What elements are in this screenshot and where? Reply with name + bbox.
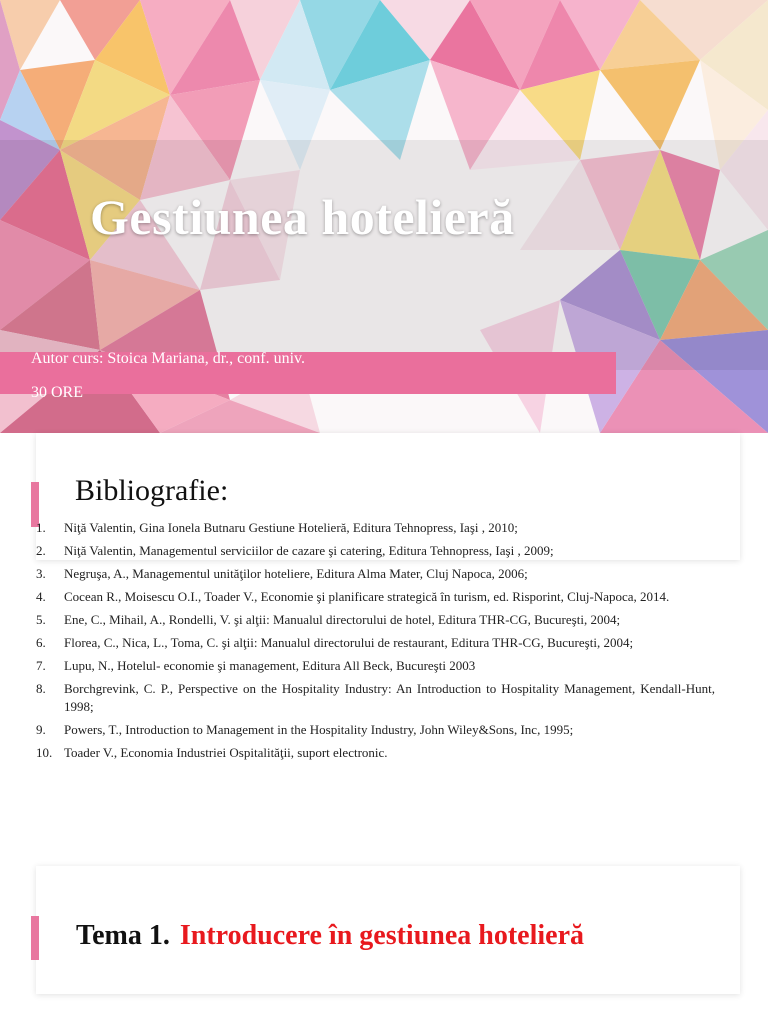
- reference-number: 10.: [36, 745, 53, 760]
- reference-number: 3.: [36, 566, 46, 581]
- reference-item: [36, 721, 715, 739]
- tema-heading: [76, 920, 584, 952]
- reference-number: 1.: [36, 520, 46, 535]
- bibliography-heading: Bibliografie:: [75, 474, 229, 507]
- reference-text: Cocean R., Moisescu O.I., Toader V., Economie şi planificare strategică în turism, ed. Risporint, Cluj-Napoca, 2014.: [64, 589, 670, 604]
- reference-number: 6.: [36, 635, 46, 650]
- reference-number: 5.: [36, 612, 46, 627]
- reference-item: [36, 542, 715, 560]
- tema-title: Introducere în gestiunea hotelieră: [179, 920, 585, 951]
- tema-label: Tema 1.: [76, 920, 170, 951]
- reference-list: [36, 519, 715, 767]
- bibliography-slide: [0, 433, 768, 853]
- author-label: Autor curs: Stoica Mariana, dr., conf. univ.: [31, 350, 306, 367]
- reference-item: [36, 519, 715, 537]
- reference-item: [36, 744, 715, 762]
- reference-number: 4.: [36, 589, 46, 604]
- reference-text: Powers, T., Introduction to Management in the Hospitality Industry, John Wiley&Sons, Inc, 1995;: [64, 722, 574, 737]
- tema-slide: [36, 866, 740, 994]
- hours-label: 30 ORE: [31, 384, 83, 401]
- reference-text: Niţă Valentin, Managementul serviciilor de cazare şi catering, Editura Tehnopress, Iaşi , 2009;: [64, 543, 554, 558]
- reference-item: [36, 611, 715, 629]
- reference-number: 8.: [36, 681, 46, 696]
- reference-item: [36, 565, 715, 583]
- title-slide: [0, 0, 768, 433]
- reference-text: Lupu, N., Hotelul- economie şi management, Editura All Beck, Bucureşti 2003: [64, 658, 476, 673]
- reference-text: Toader V., Economia Industriei Ospitalităţii, suport electronic.: [64, 745, 388, 760]
- reference-item: [36, 634, 715, 652]
- slide-title: Gestiunea hotelieră: [90, 189, 515, 245]
- reference-item: [36, 680, 715, 716]
- reference-number: 2.: [36, 543, 46, 558]
- reference-text: Florea, C., Nica, L., Toma, C. şi alţii: Manualul directorului de restaurant, Editura THR-CG, Bucureşti, 2004;: [64, 635, 634, 650]
- reference-item: [36, 657, 715, 675]
- reference-number: 9.: [36, 722, 46, 737]
- tema-accent-bar: [31, 916, 39, 960]
- reference-text: Negruşa, A., Managementul unităţilor hoteliere, Editura Alma Mater, Cluj Napoca, 2006;: [64, 566, 528, 581]
- reference-number: 7.: [36, 658, 46, 673]
- reference-text: Borchgrevink, C. P., Perspective on the Hospitality Industry: An Introduction to Hospitality Management, Kendall-Hunt, 1998;: [64, 681, 715, 714]
- reference-text: Ene, C., Mihail, A., Rondelli, V. şi alţii: Manualul directorului de hotel, Editura THR-CG, Bucureşti, 2004;: [64, 612, 621, 627]
- reference-item: [36, 588, 715, 606]
- reference-text: Niţă Valentin, Gina Ionela Butnaru Gestiune Hotelieră, Editura Tehnopress, Iaşi , 2010;: [64, 520, 518, 535]
